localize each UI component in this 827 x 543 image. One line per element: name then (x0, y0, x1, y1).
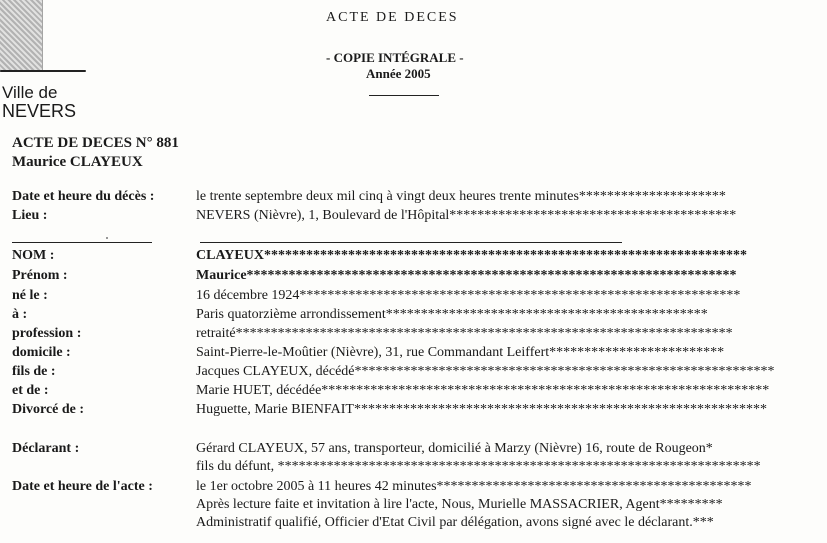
declarant-line-2: fils du défunt, ********************************************************************* (196, 459, 761, 474)
declarant-line-1: Gérard CLAYEUX, 57 ans, transporteur, domicilié à Marzy (Nièvre) 16, route de Rougeon* (196, 441, 713, 456)
divorced-value: Huguette, Marie BIENFAIT*********************************************************** (196, 402, 767, 417)
nom-label: NOM : (12, 248, 55, 263)
profession-label: profession : (12, 326, 82, 341)
section-divider-right (200, 242, 622, 243)
father-label: fils de : (12, 364, 56, 379)
crest-underline (0, 70, 86, 72)
profession-value: retraité*********************************************************************** (196, 326, 733, 341)
father-value: Jacques CLAYEUX, décédé************************************************************ (196, 364, 775, 379)
act-date-line-1: le 1er octobre 2005 à 11 heures 42 minutes********************************************* (196, 479, 752, 494)
act-date-line-2: Après lecture faite et invitation à lire l'acte, Nous, Murielle MASSACRIER, Agent********* (196, 497, 723, 512)
act-number: ACTE DE DECES N° 881 (12, 135, 179, 151)
act-date-label: Date et heure de l'acte : (12, 479, 153, 494)
document-year: Année 2005 (366, 66, 431, 81)
prenom-value: Maurice********************************************************************** (196, 268, 737, 283)
prenom-label: Prénom : (12, 268, 68, 283)
birth-date-label: né le : (12, 288, 48, 303)
death-date-value: le trente septembre deux mil cinq à vingt deux heures trente minutes********************* (196, 189, 726, 204)
birth-place-label: à : (12, 307, 28, 322)
act-date-line-3: Administratif qualifié, Officier d'Etat Civil par délégation, avons signé avec le déclarant.*** (196, 515, 714, 530)
mother-label: et de : (12, 383, 49, 398)
declarant-label: Déclarant : (12, 441, 80, 456)
header-divider (369, 95, 439, 96)
domicile-value: Saint-Pierre-le-Moûtier (Nièvre), 31, rue Commandant Leiffert************************* (196, 345, 725, 360)
domicile-label: domicile : (12, 345, 71, 360)
document-subtitle: - COPIE INTÉGRALE - (326, 50, 464, 65)
deceased-name: Maurice CLAYEUX (12, 154, 143, 170)
town-crest-emblem (0, 0, 43, 72)
birth-date-value: 16 décembre 1924*************************************************************** (196, 288, 741, 303)
mother-value: Marie HUET, décédée**************************************************************** (196, 383, 770, 398)
nom-value: CLAYEUX********************************************************************* (196, 248, 747, 263)
town-name: NEVERS (2, 101, 77, 121)
scan-speck (106, 237, 108, 239)
death-date-label: Date et heure du décès : (12, 189, 155, 204)
birth-place-value: Paris quatorzième arrondissement********************************************** (196, 307, 708, 322)
document-title: ACTE DE DECES (326, 10, 459, 25)
divorced-label: Divorcé de : (12, 402, 85, 417)
section-divider-left (12, 242, 152, 243)
death-place-value: NEVERS (Nièvre), 1, Boulevard de l'Hôpital***************************************** (196, 208, 737, 223)
death-place-label: Lieu : (12, 208, 48, 223)
town-label: Ville de (2, 83, 58, 102)
